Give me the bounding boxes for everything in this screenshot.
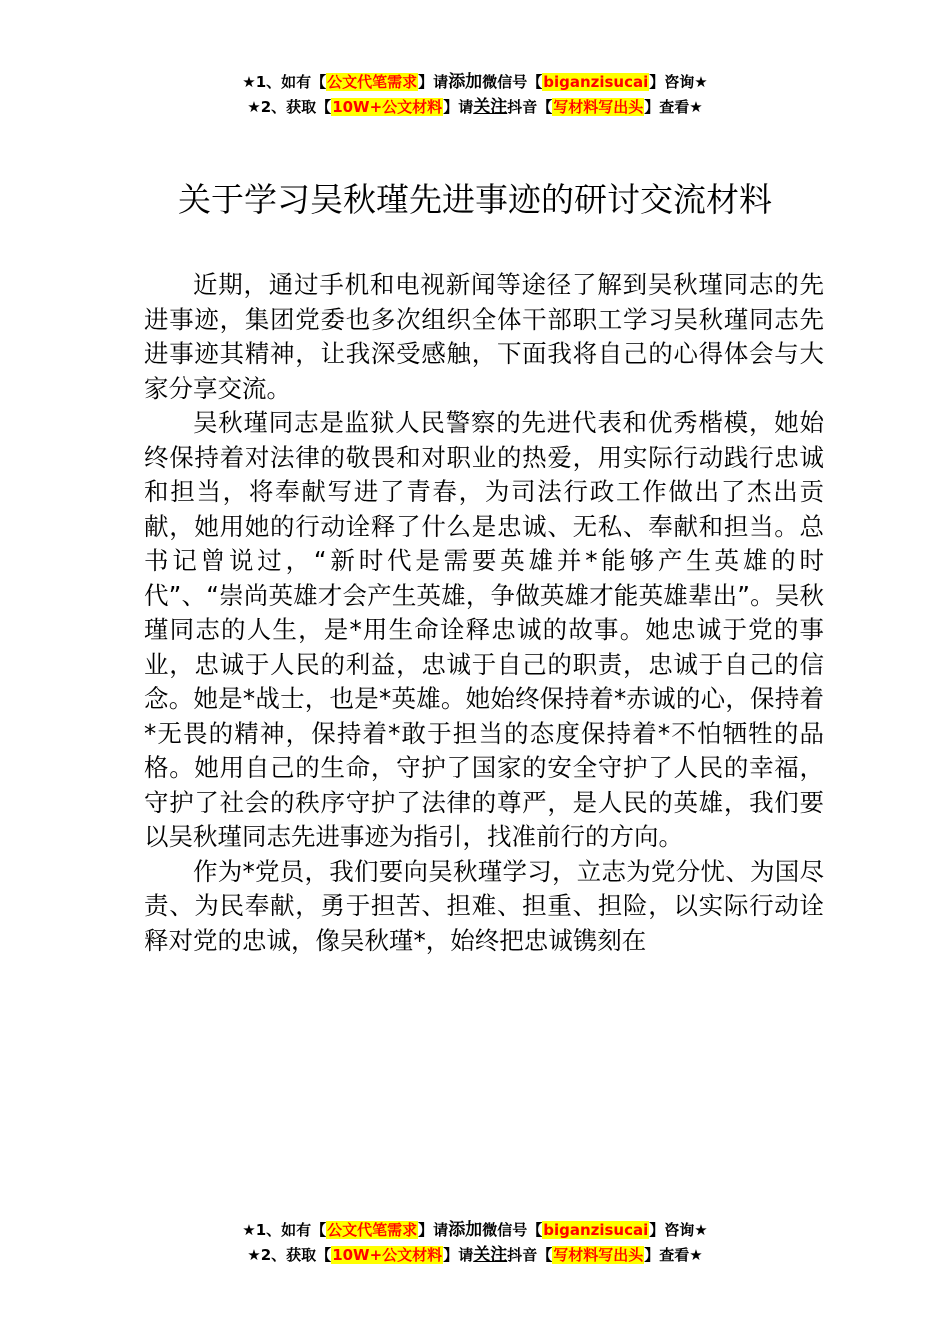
document-body xyxy=(144,268,824,958)
promo-text: 关注 xyxy=(473,1245,508,1265)
promo-line-1 xyxy=(0,1218,950,1243)
promo-text: 抖音【 xyxy=(507,98,553,116)
promo-highlight: 公文代笔需求 xyxy=(327,73,418,91)
promo-highlight: 写材料写出头 xyxy=(553,98,644,116)
promo-text: ★1、如有【 xyxy=(242,73,327,91)
paragraph: 近期，通过手机和电视新闻等途径了解到吴秋瑾同志的先进事迹，集团党委也多次组织全体干部职工学习吴秋瑾同志先进事迹其精神，让我深受感触，下面我将自己的心得体会与大家分享交流。 xyxy=(144,270,824,403)
promo-text: 】查看★ xyxy=(644,1246,703,1264)
promo-text: 】咨询★ xyxy=(649,73,708,91)
promo-text: 添加 xyxy=(448,1220,483,1240)
promo-text: 】请 xyxy=(443,1246,474,1264)
promo-text: 添加 xyxy=(448,72,483,92)
promo-banner-bottom xyxy=(0,1218,950,1268)
promo-line-1 xyxy=(0,70,950,95)
promo-highlight: 公文代笔需求 xyxy=(327,1221,418,1239)
promo-text: 微信号【 xyxy=(482,1221,543,1239)
promo-text: 】查看★ xyxy=(644,98,703,116)
promo-text: 】请 xyxy=(443,98,474,116)
promo-line-2 xyxy=(0,95,950,120)
promo-text: 】咨询★ xyxy=(649,1221,708,1239)
promo-highlight: 10W+公文材料 xyxy=(332,1246,443,1264)
promo-highlight: biganzisucai xyxy=(543,1221,649,1239)
paragraph: 吴秋瑾同志是监狱人民警察的先进代表和优秀楷模，她始终保持着对法律的敬畏和对职业的热爱，用实际行动践行忠诚和担当，将奉献写进了青春，为司法行政工作做出了杰出贡献，她用她的行动诠释了什么是忠诚、无私、奉献和担当。总书记曾说过，“新时代是需要英雄并*能够产生英雄的时代”、“崇尚英雄才会产生英雄，争做英雄才能英雄辈出”。吴秋瑾同志的人生，是*用生命诠释忠诚的故事。她忠诚于党的事业，忠诚于人民的利益，忠诚于自己的职责，忠诚于自己的信念。她是*战士，也是*英雄。她始终保持着*赤诚的心，保持着*无畏的精神，保持着*敢于担当的态度保持着*不怕牺牲的品格。她用自己的生命，守护了国家的安全守护了人民的幸福，守护了社会的秩序守护了法律的尊严，是人民的英雄，我们要以吴秋瑾同志先进事迹为指引，找准前行的方向。 xyxy=(144,408,824,851)
paragraph: 作为*党员，我们要向吴秋瑾学习，立志为党分忧、为国尽责、为民奉献，勇于担苦、担难、担重、担险，以实际行动诠释对党的忠诚，像吴秋瑾*，始终把忠诚镌刻在 xyxy=(144,856,824,955)
promo-text: 】请 xyxy=(418,1221,449,1239)
promo-highlight: biganzisucai xyxy=(543,73,649,91)
document-title: 关于学习吴秋瑾先进事迹的研讨交流材料 xyxy=(178,180,772,219)
promo-text: ★2、获取【 xyxy=(247,1246,332,1264)
promo-text: 】请 xyxy=(418,73,449,91)
promo-text: 关注 xyxy=(473,97,508,117)
promo-banner-top xyxy=(0,70,950,120)
promo-text: ★1、如有【 xyxy=(242,1221,327,1239)
promo-text: 抖音【 xyxy=(507,1246,553,1264)
promo-text: 微信号【 xyxy=(482,73,543,91)
promo-line-2 xyxy=(0,1243,950,1268)
promo-highlight: 写材料写出头 xyxy=(553,1246,644,1264)
promo-highlight: 10W+公文材料 xyxy=(332,98,443,116)
promo-text: ★2、获取【 xyxy=(247,98,332,116)
